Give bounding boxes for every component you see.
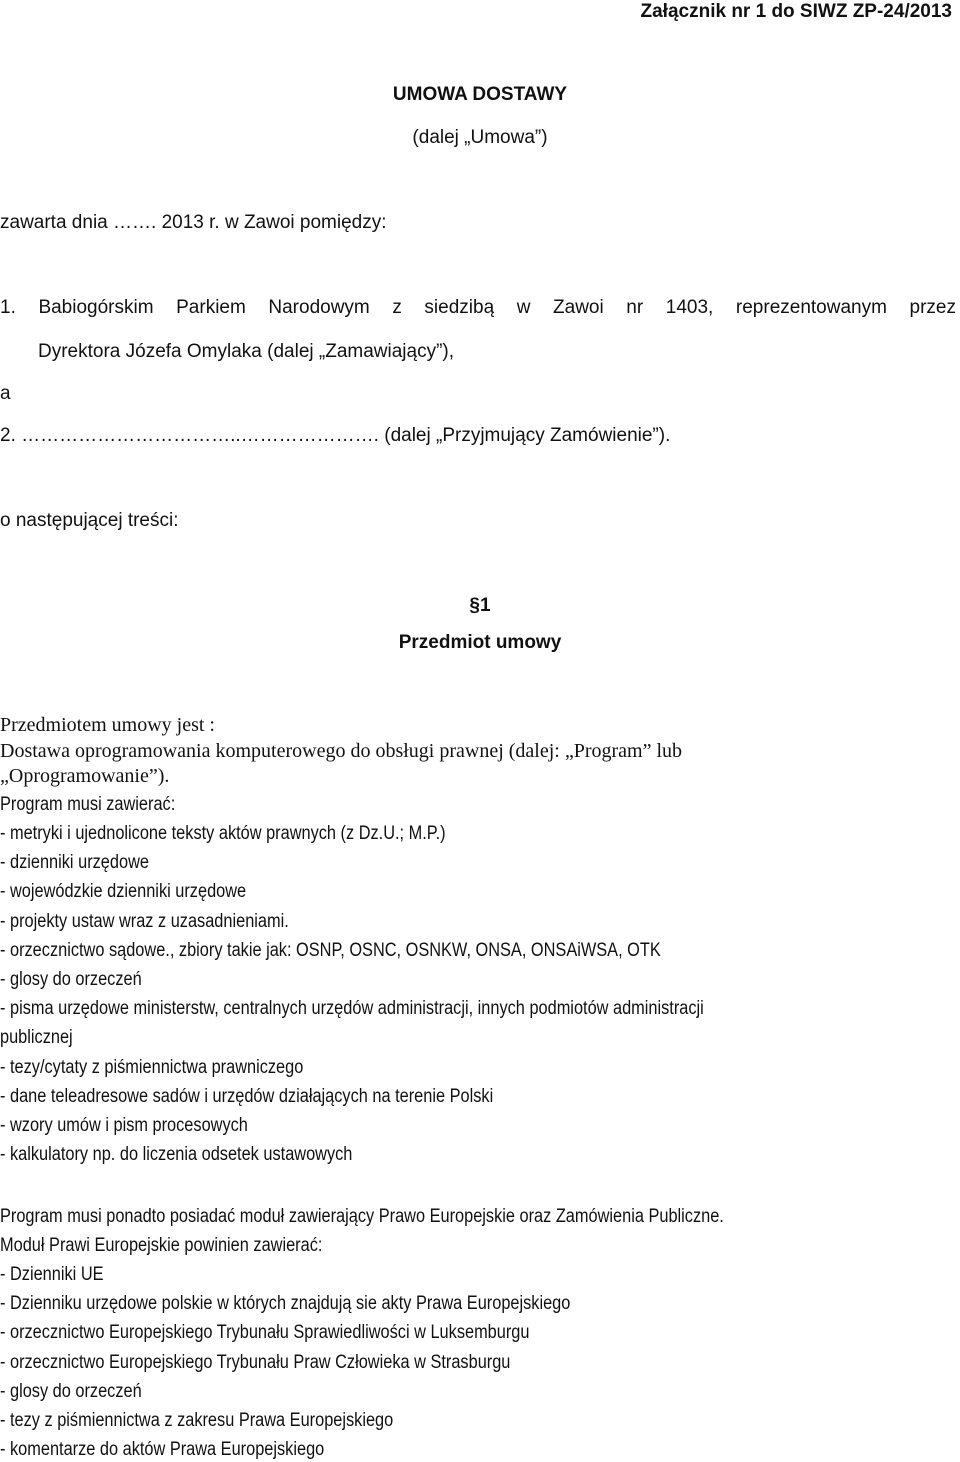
subject-line-3: „Oprogramowanie”). <box>0 765 170 787</box>
program-contents-item: - metryki i ujednolicone teksty aktów prawnych (z Dz.U.; M.P.) <box>0 823 446 844</box>
party-1-word: 1. <box>0 297 16 318</box>
attachment-header: Załącznik nr 1 do SIWZ ZP-24/2013 <box>640 1 952 22</box>
party-2-line: 2. ……………………………..…………………. (dalej „Przyjmujący Zamówienie”). <box>0 425 671 446</box>
party-1-word: nr <box>626 297 644 318</box>
eu-module-statement: Program musi ponadto posiadać moduł zawierający Prawo Europejskie oraz Zamówienia Publiczne. <box>0 1206 724 1227</box>
concluded-line: zawarta dnia ……. 2013 r. w Zawoi pomiędzy: <box>0 212 387 233</box>
eu-module-item: - Dzienniku urzędowe polskie w których znajdują sie akty Prawa Europejskiego <box>0 1293 571 1315</box>
program-contents-item: - glosy do orzeczeń <box>0 969 142 990</box>
content-intro: o następującej treści: <box>0 510 179 531</box>
subject-line-1: Przedmiotem umowy jest : <box>0 714 215 736</box>
eu-module-heading: Moduł Prawi Europejskie powinien zawierać: <box>0 1235 323 1256</box>
program-contents-item: - dane teleadresowe sadów i urzędów działających na terenie Polski <box>0 1085 494 1107</box>
document-subtitle: (dalej „Umowa”) <box>412 127 548 148</box>
subject-line-2: Dostawa oprogramowania komputerowego do obsługi prawnej (dalej: „Program” lub <box>0 740 683 762</box>
eu-module-item: - tezy z piśmiennictwa z zakresu Prawa Europejskiego <box>0 1410 394 1431</box>
program-contents-item: - projekty ustaw wraz z uzasadnieniami. <box>0 910 289 932</box>
eu-module-item: - Dzienniki UE <box>0 1264 104 1285</box>
program-contents-item: - tezy/cytaty z piśmiennictwa prawniczego <box>0 1056 304 1078</box>
program-contents-heading: Program musi zawierać: <box>0 794 176 815</box>
party-1-word: Zawoi <box>553 297 604 318</box>
party-1-word: Babiogórskim <box>38 297 154 318</box>
document-title: UMOWA DOSTAWY <box>392 84 568 105</box>
party-1-line-2: Dyrektora Józefa Omylaka (dalej „Zamawiający”), <box>38 341 455 362</box>
conjunction-and: a <box>0 383 11 404</box>
program-contents-item: - wojewódzkie dzienniki urzędowe <box>0 881 247 903</box>
section-number: §1 <box>469 595 491 616</box>
eu-module-item: - glosy do orzeczeń <box>0 1380 142 1402</box>
program-contents-item: publicznej <box>0 1027 73 1049</box>
program-contents-item: - orzecznictwo sądowe., zbiory takie jak: OSNP, OSNC, OSNKW, ONSA, ONSAiWSA, OTK <box>0 939 661 961</box>
party-1-word: reprezentowanym <box>735 297 887 318</box>
party-1-word: Narodowym <box>268 297 370 318</box>
eu-module-item: - komentarze do aktów Prawa Europejskiego <box>0 1439 325 1461</box>
party-1-word: siedzibą <box>424 297 495 318</box>
party-1-word: w <box>516 297 531 318</box>
program-contents-item: - wzory umów i pism procesowych <box>0 1115 248 1136</box>
party-1-word: 1403, <box>665 297 714 318</box>
program-contents-item: - pisma urzędowe ministerstw, centralnych urzędów administracji, innych podmiotów administracji <box>0 998 704 1020</box>
program-contents-item: - dzienniki urzędowe <box>0 852 149 874</box>
party-1-word: przez <box>909 297 956 318</box>
eu-module-item: - orzecznictwo Europejskiego Trybunału Sprawiedliwości w Luksemburgu <box>0 1322 530 1344</box>
eu-module-item: - orzecznictwo Europejskiego Trybunału Praw Człowieka w Strasburgu <box>0 1351 511 1373</box>
section-title: Przedmiot umowy <box>398 632 562 653</box>
party-1-line-1 <box>0 298 956 317</box>
party-1-word: z <box>392 297 402 318</box>
party-1-word: Parkiem <box>176 297 246 318</box>
program-contents-item: - kalkulatory np. do liczenia odsetek ustawowych <box>0 1144 353 1166</box>
